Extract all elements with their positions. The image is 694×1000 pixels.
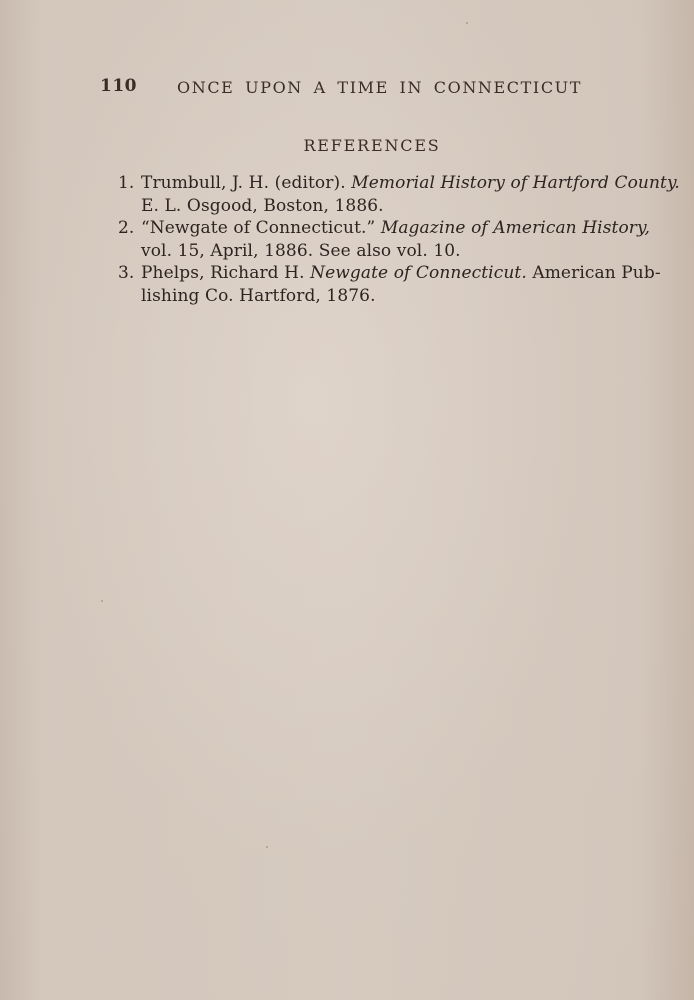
reference-number: 2.	[118, 218, 135, 238]
reference-work-title: Memorial History of Hartford County.	[351, 173, 680, 193]
paper-speck	[266, 846, 268, 848]
reference-number: 3.	[118, 263, 135, 283]
reference-item	[108, 262, 661, 307]
reference-periodical: Magazine of American History,	[380, 218, 650, 238]
reference-author: Phelps, Richard H.	[141, 263, 311, 283]
page-number: 110	[100, 76, 137, 96]
reference-volume: vol. 15, April, 1886. See also vol. 10.	[141, 240, 461, 261]
book-title: ONCE UPON A TIME IN CONNECTICUT	[177, 78, 583, 97]
running-head	[100, 76, 583, 100]
reference-item	[108, 217, 648, 262]
references-heading: REFERENCES	[303, 136, 441, 155]
paper-speck	[466, 22, 468, 24]
reference-author: Trumbull, J. H. (editor).	[141, 173, 352, 193]
reference-work-title: Newgate of Connecticut.	[310, 263, 527, 283]
reference-line	[141, 217, 648, 240]
reference-number: 1.	[118, 173, 135, 193]
reference-item	[108, 172, 680, 217]
reference-line	[141, 262, 661, 285]
reference-article-title: “Newgate of Connecticut.”	[141, 218, 381, 238]
references-list	[108, 172, 680, 307]
reference-line	[141, 172, 680, 195]
paper-speck	[101, 600, 103, 602]
reference-publisher: lishing Co. Hartford, 1876.	[141, 285, 376, 306]
reference-publisher-start: American Pub-	[526, 263, 661, 283]
reference-publisher: E. L. Osgood, Boston, 1886.	[141, 195, 384, 216]
